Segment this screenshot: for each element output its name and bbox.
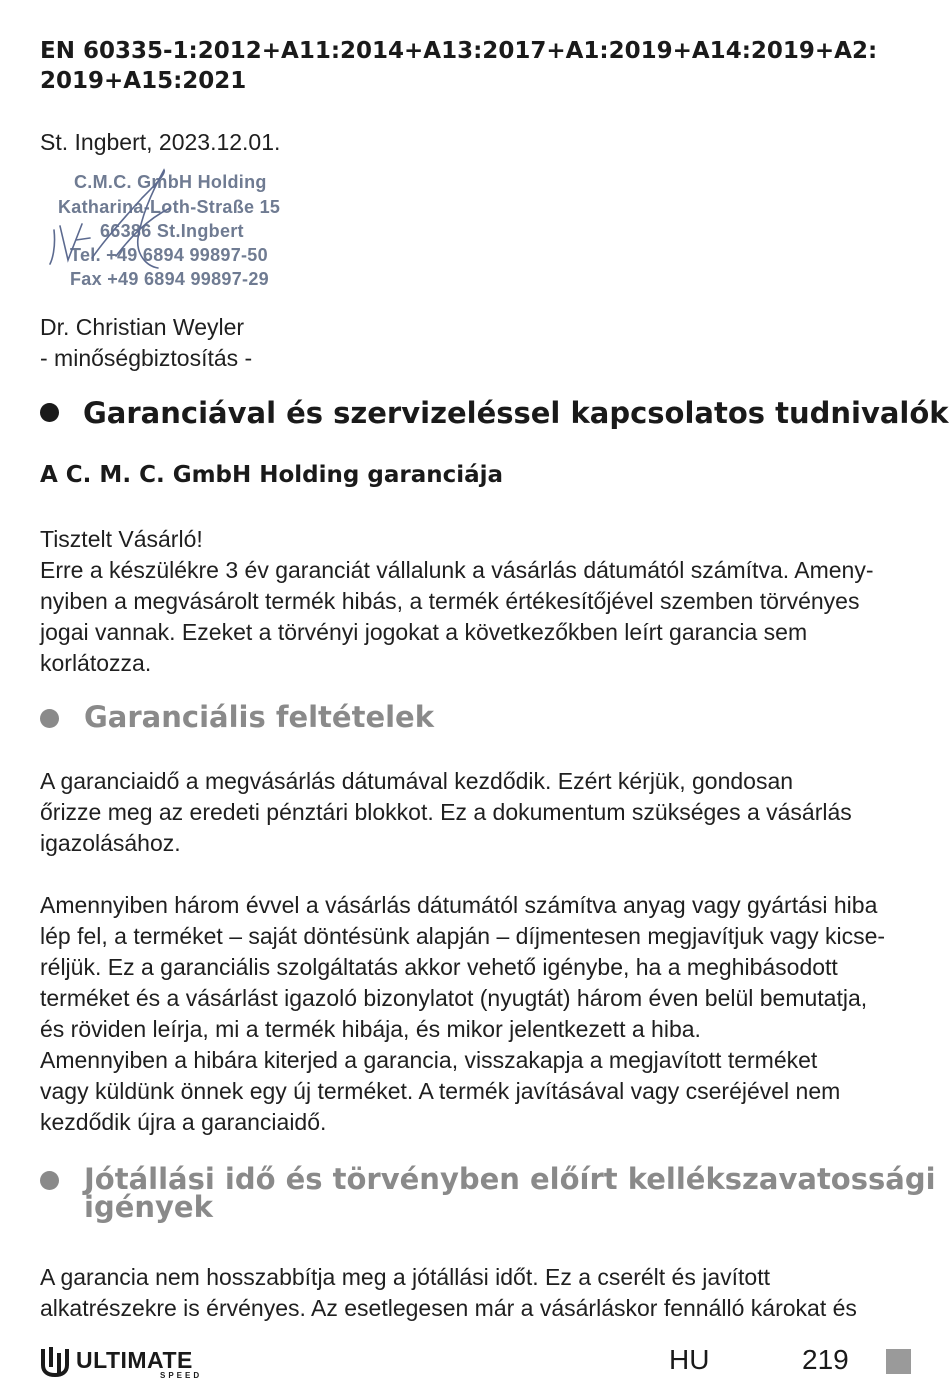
standard-reference: EN 60335-1:2012+A11:2014+A13:2017+A1:2019+A14:2019+A2: 2019+A15:2021 (40, 38, 878, 94)
paragraph-line: Amennyiben három évvel a vásárlás dátumától számítva anyag vagy gyártási hiba (40, 892, 878, 918)
brand-name: ULTIMATE (76, 1347, 193, 1373)
intro-line: nyiben a megvásárolt termék hibás, a termék értékesítőjével szemben törvényes (40, 588, 860, 614)
paragraph-line: Amennyiben a hibára kiterjed a garancia, visszakapja a megjavított terméket (40, 1047, 818, 1073)
intro-line: Erre a készülékre 3 év garanciát vállalunk a vásárlás dátumától számítva. Ameny- (40, 557, 874, 583)
paragraph-line: igazolásához. (40, 830, 181, 856)
brand-subname: SPEED (160, 1371, 203, 1380)
signatory-role: - minőségbiztosítás - (40, 345, 253, 371)
intro-line: jogai vannak. Ezeket a törvényi jogokat a következőkben leírt garancia sem (40, 619, 808, 645)
page-number: 219 (802, 1344, 849, 1375)
paragraph-line: A garancia nem hosszabbítja meg a jótállási időt. Ez a cserélt és javított (40, 1264, 770, 1290)
bullet-icon (40, 403, 59, 422)
paragraph-line: kezdődik újra a garanciaidő. (40, 1109, 327, 1135)
stamp-line-company: C.M.C. GmbH Holding (74, 172, 267, 192)
section-heading-warranty-period (40, 1162, 950, 1224)
company-stamp (46, 168, 346, 296)
signature-scribble (46, 168, 346, 296)
section-heading-text: Jótállási idő és törvényben előírt kellékszavatossági (84, 1162, 936, 1196)
stamp-line-phone: Tel. +49 6894 99897-50 (70, 245, 268, 265)
intro-line: korlátozza. (40, 650, 152, 676)
paragraph-line: vagy küldünk önnek egy új terméket. A termék javításával vagy cseréjével nem (40, 1078, 841, 1104)
section-heading-text: Garanciális feltételek (84, 700, 435, 734)
language-code: HU (669, 1344, 710, 1375)
ultimate-speed-logo-icon (40, 1345, 70, 1377)
stamp-line-fax: Fax +49 6894 99897-29 (70, 269, 269, 289)
section-heading-conditions (40, 700, 950, 734)
section-heading-text: igények (84, 1190, 213, 1224)
stamp-line-street: Katharina-Loth-Straße 15 (58, 197, 281, 217)
place-date: St. Ingbert, 2023.12.01. (40, 129, 281, 155)
paragraph-line: alkatrészekre is érvényes. Az esetlegesen már a vásárláskor fennálló károkat és (40, 1295, 857, 1321)
greeting: Tisztelt Vásárló! (40, 526, 203, 552)
conditions-paragraph-1 (40, 766, 920, 859)
section-heading-warranty-service (40, 393, 949, 433)
paragraph-line: őrizze meg az eredeti pénztári blokkot. Ez a dokumentum szükséges a vásárlás (40, 799, 852, 825)
warranty-paragraph (40, 1262, 920, 1324)
stamp-line-city: 66386 St.Ingbert (100, 221, 244, 241)
paragraph-line: réljük. Ez a garanciális szolgáltatás akkor vehető igénybe, ha a meghibásodott (40, 954, 838, 980)
conditions-paragraph-2 (40, 890, 920, 1138)
bullet-icon (40, 709, 59, 728)
subheading-cmc-guarantee: A C. M. C. GmbH Holding garanciája (40, 462, 504, 488)
intro-paragraph (40, 524, 920, 679)
page-marker-square (886, 1349, 911, 1374)
paragraph-line: lép fel, a terméket – saját döntésünk alapján – díjmentesen megjavítjuk vagy kicse- (40, 923, 886, 949)
section-heading-text: Garanciával és szervizeléssel kapcsolatos tudnivalók (83, 396, 949, 430)
bullet-icon (40, 1171, 59, 1190)
paragraph-line: terméket és a vásárlást igazoló bizonylatot (nyugtát) három éven belül bemutatja, (40, 985, 868, 1011)
paragraph-line: és röviden leírja, mi a termék hibája, és mikor jelentkezett a hiba. (40, 1016, 701, 1042)
paragraph-line: A garanciaidő a megvásárlás dátumával kezdődik. Ezért kérjük, gondosan (40, 768, 794, 794)
signatory-name: Dr. Christian Weyler (40, 314, 245, 340)
